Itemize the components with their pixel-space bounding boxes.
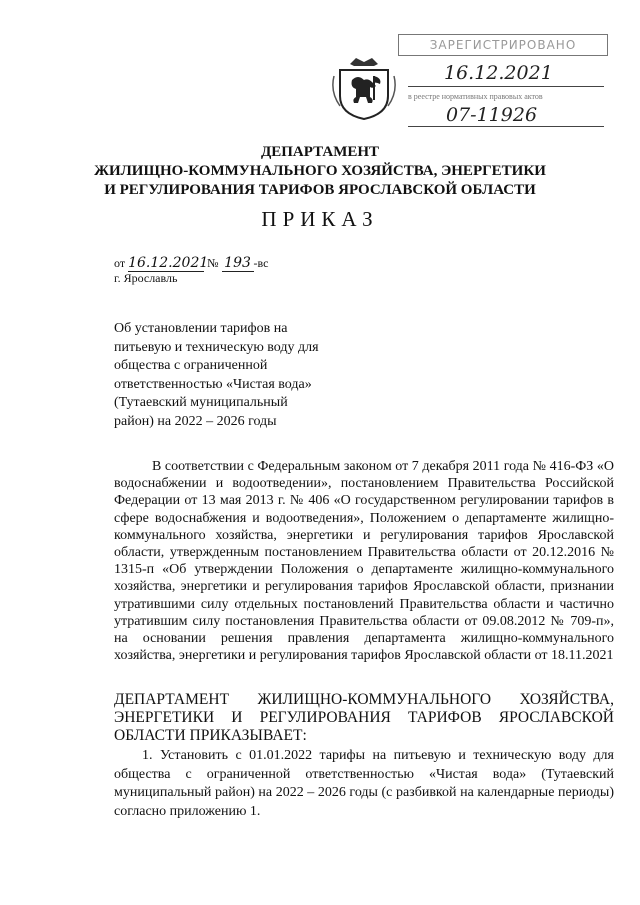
order-item-1: 1. Установить с 01.01.2022 тарифы на питьевую и техническую воду для общества с ограниченной ответственностью «Чистая вода» (Тутаевский муниципальный район) на 2022 – 2026 годы (с разбивкой на календарные периоды) согласно приложению 1. [114, 748, 614, 819]
order-number-suffix: -вс [253, 256, 269, 270]
header-line-1: ДЕПАРТАМЕНТ [260, 144, 380, 160]
stamp-date-underline [408, 86, 604, 87]
order-date: 16.12.2021 [128, 255, 209, 271]
decree-statement: ДЕПАРТАМЕНТ ЖИЛИЩНО-КОММУНАЛЬНОГО ХОЗЯЙСТВА, ЭНЕРГЕТИКИ И РЕГУЛИРОВАНИЯ ТАРИФОВ ЯРОСЛАВСКОЙ ОБЛАСТИ ПРИКАЗЫВАЕТ: [114, 691, 614, 744]
department-header [0, 143, 640, 200]
from-label: от [114, 256, 126, 270]
city: г. Ярославль [114, 271, 178, 285]
order-date-number-line [114, 255, 268, 272]
header-line-2: ЖИЛИЩНО-КОММУНАЛЬНОГО ХОЗЯЙСТВА, ЭНЕРГЕТИКИ [94, 163, 546, 179]
coat-of-arms-emblem [330, 56, 398, 120]
stamp-number-underline [408, 126, 604, 127]
preamble-text: В соответствии с Федеральным законом от 7 декабря 2011 года № 416-ФЗ «О водоснабжении и водоотведении», постановлением Правительства Российской Федерации от 13 мая 2013 г. № 406 «О государственном регулировании тарифов в сфере водоснабжения и водоотведения», Положением о департаменте жилищно-коммунального хозяйства, энергетики и регулирования тарифов Ярославской области, утвержденным постановлением Правительства области от 20.12.2016 № 1315-п «Об утверждении Положения о департаменте жилищно-коммунального хозяйства, энергетики и регулирования тарифов Ярославской области, признании утратившими силу отдельных постановлений Правительства области и частично утратившим силу постановления Правительства области от 09.08.2012 № 709-п», на основании решения правления департамента жилищно-коммунального хозяйства, энергетики и регулирования тарифов Ярославской области от 18.11.2021 [114, 459, 614, 664]
registration-stamp-box: ЗАРЕГИСТРИРОВАНО [398, 34, 608, 56]
registration-caption: в реестре нормативных правовых актов [408, 92, 543, 101]
document-title: ПРИКАЗ [261, 207, 379, 231]
number-label: № [207, 256, 219, 270]
order-number: 193 [222, 255, 254, 272]
registration-number: 07-11926 [446, 104, 538, 126]
registration-date: 16.12.2021 [444, 62, 553, 84]
preamble-paragraph [114, 458, 614, 664]
order-subject: Об установлении тарифов на питьевую и техническую воду для общества с ограниченной ответственностью «Чистая вода» (Тутаевский муниципальный район) на 2022 – 2026 годы [114, 321, 319, 429]
header-line-3: И РЕГУЛИРОВАНИЯ ТАРИФОВ ЯРОСЛАВСКОЙ ОБЛАСТИ [104, 182, 536, 198]
